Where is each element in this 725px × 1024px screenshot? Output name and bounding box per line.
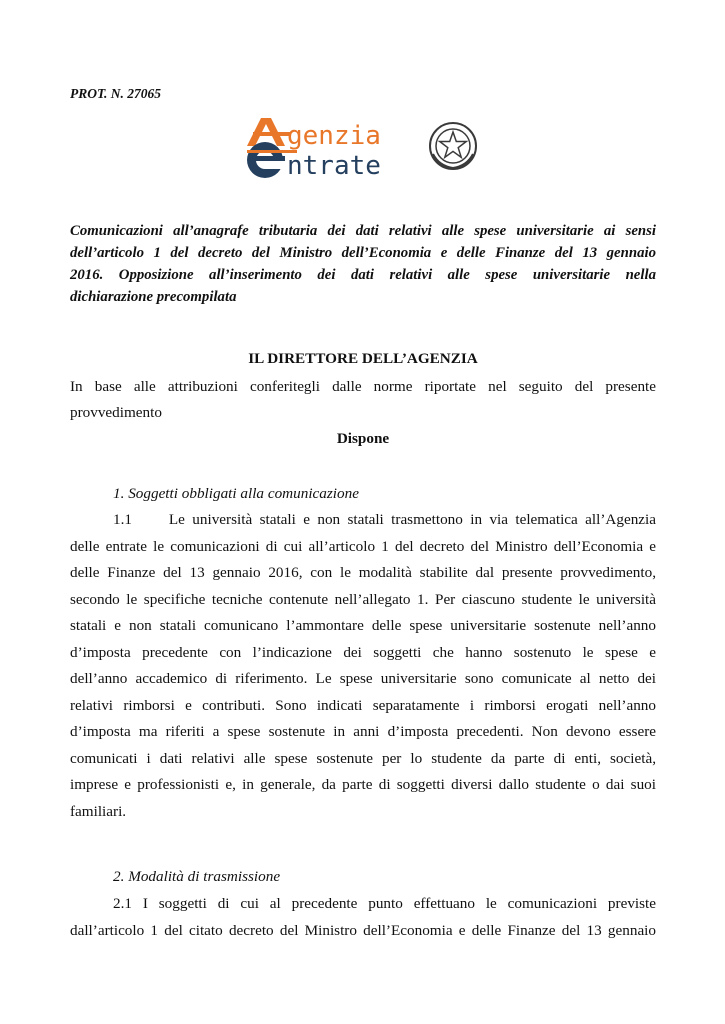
subject-line: Comunicazioni all’anagrafe tributaria dei dati relativi alle spese universitarie ai sensi <box>70 223 656 239</box>
section-1-line: d’imposta ma riferiti a spese sostenute in anni d’imposta precedenti. Non devono essere <box>70 723 656 740</box>
intro-line: provvedimento <box>70 404 162 421</box>
section-1-line: relativi rimborsi e contributi. Sono indicati separatamente i rimborsi erogati nell’anno <box>70 696 656 714</box>
section-1-line: familiari. <box>70 802 127 820</box>
subject-line: 2016. Opposizione all’inserimento dei dati relativi alle spese universitarie nella <box>70 267 656 283</box>
section-1-line: delle entrate le comunicazioni di cui all’articolo 1 del decreto del Ministro dell’Economia e <box>70 537 656 555</box>
subject-line: dell’articolo 1 del decreto del Ministro dell’Economia e delle Finanze del 13 gennaio <box>70 245 656 261</box>
section-1-line: comunicati i dati relativi alle spese sostenute per lo studente da parte di enti, società, <box>70 749 656 767</box>
dispone-heading: Dispone <box>336 430 390 447</box>
italian-emblem-icon <box>430 123 476 169</box>
logo-word-ntrate: ntrate <box>287 151 381 181</box>
agenzia-entrate-logo <box>243 112 483 182</box>
section-1-line: 1.1 Le università statali e non statali trasmettono in via telematica all’Agenzia <box>113 511 656 528</box>
section-2-line: 2.1 I soggetti di cui al precedente punto effettuano le comunicazioni previste <box>113 895 656 912</box>
section-1-line: delle Finanze del 13 gennaio 2016, con le modalità stabilite dal presente provvedimento, <box>70 564 656 581</box>
section-1-body <box>70 507 656 825</box>
section-2-title: 2. Modalità di trasmissione <box>113 868 281 885</box>
section-1-line: secondo le specifiche tecniche contenute nell’allegato 1. Per ciascuno studente le università <box>70 590 656 608</box>
section-1-title: 1. Soggetti obbligati alla comunicazione <box>113 485 359 502</box>
section-1-line: imprese e professionisti e, in generale, da parte di soggetti diversi dallo studente o dai suoi <box>70 776 656 793</box>
subject-line: dichiarazione precompilata <box>70 289 237 305</box>
logo-word-genzia: genzia <box>287 121 381 151</box>
section-1-line: dell’anno accademico di riferimento. Le spese universitarie sono comunicate al netto dei <box>70 670 656 687</box>
section-1-line: d’imposta precedente con l’indicazione dei soggetti che hanno sostenuto le spese e <box>70 643 656 661</box>
intro-line: In base alle attribuzioni conferitegli dalle norme riportate nel seguito del presente <box>70 378 656 395</box>
protocol-number: PROT. N. 27065 <box>70 86 162 101</box>
section-1-line: statali e non statali comunicano l’ammontare delle spese universitarie sostenute nell’anno <box>70 617 656 634</box>
page-heading: IL DIRETTORE DELL’AGENZIA <box>248 350 478 367</box>
section-2-body <box>70 891 656 944</box>
section-2-line: dall’articolo 1 del citato decreto del Ministro dell’Economia e delle Finanze del 13 gennaio <box>70 921 656 939</box>
